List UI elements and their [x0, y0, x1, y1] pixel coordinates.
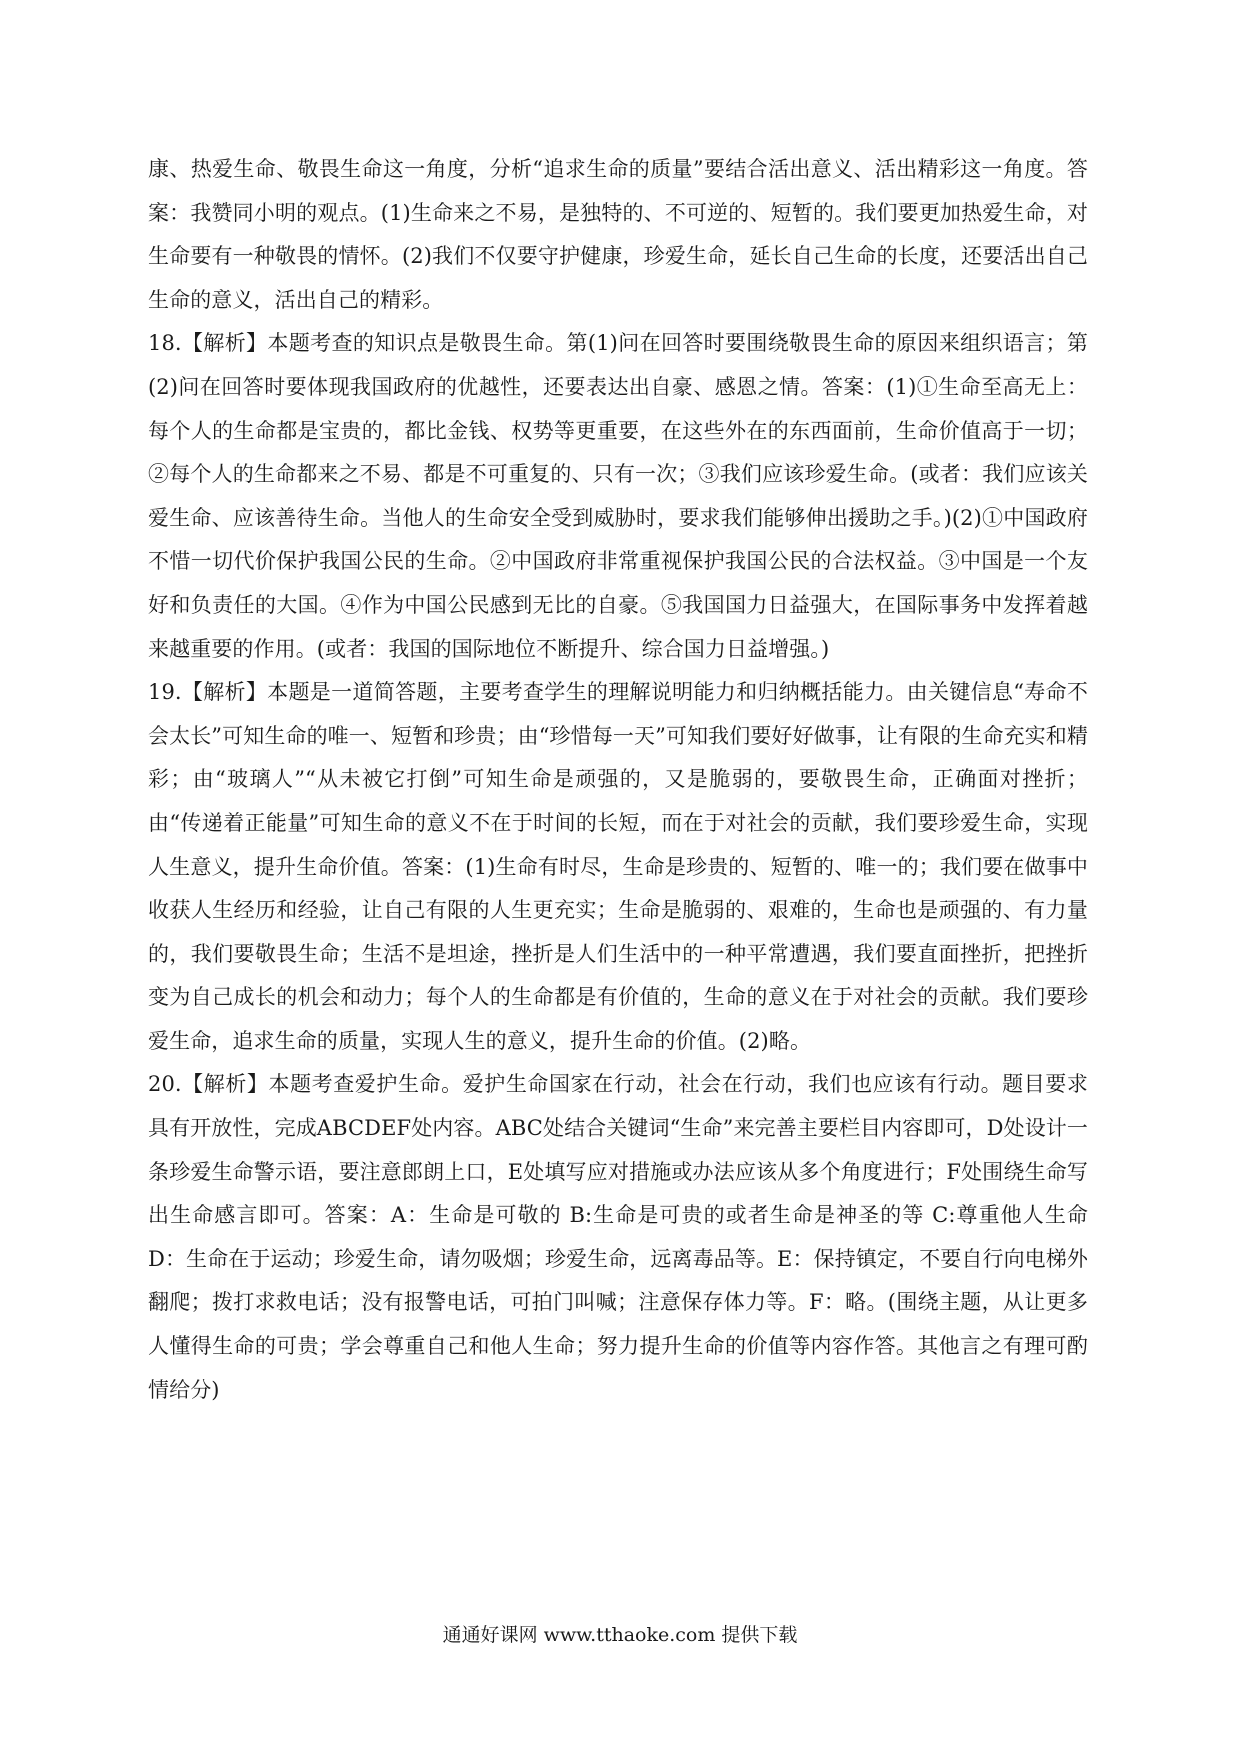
question-18-explanation: 18.【解析】本题考查的知识点是敬畏生命。第(1)问在回答时要围绕敬畏生命的原因来组织语言；第(2)问在回答时要体现我国政府的优越性，还要表达出自豪、感恩之情。答案：(1)①生命至高无上：每个人的生命都是宝贵的，都比金钱、权势等更重要，在这些外在的东西面前，生命价值高于一切；②每个人的生命都来之不易、都是不可重复的、只有一次；③我们应该珍爱生命。(或者：我们应该关爱生命、应该善待生命。当他人的生命安全受到威胁时，要求我们能够伸出援助之手。)(2)①中国政府不惜一切代价保护我国公民的生命。②中国政府非常重视保护我国公民的合法权益。③中国是一个友好和负责任的大国。④作为中国公民感到无比的自豪。⑤我国国力日益强大，在国际事务中发挥着越来越重要的作用。(或者：我国的国际地位不断提升、综合国力日益增强。)	[148, 331, 1088, 661]
answer-continuation-paragraph: 康、热爱生命、敬畏生命这一角度，分析“追求生命的质量”要结合活出意义、活出精彩这一角度。答案：我赞同小明的观点。(1)生命来之不易，是独特的、不可逆的、短暂的。我们要更加热爱生命，对生命要有一种敬畏的情怀。(2)我们不仅要守护健康，珍爱生命，延长自己生命的长度，还要活出自己生命的意义，活出自己的精彩。	[148, 157, 1088, 312]
question-19-explanation: 19.【解析】本题是一道简答题，主要考查学生的理解说明能力和归纳概括能力。由关键信息“寿命不会太长”可知生命的唯一、短暂和珍贵；由“珍惜每一天”可知我们要好好做事，让有限的生命充实和精彩；由“玻璃人”“从未被它打倒”可知生命是顽强的，又是脆弱的，要敬畏生命，正确面对挫折；由“传递着正能量”可知生命的意义不在于时间的长短，而在于对社会的贡献，我们要珍爱生命，实现人生意义，提升生命价值。答案：(1)生命有时尽，生命是珍贵的、短暂的、唯一的；我们要在做事中收获人生经历和经验，让自己有限的人生更充实；生命是脆弱的、艰难的，生命也是顽强的、有力量的，我们要敬畏生命；生活不是坦途，挫折是人们生活中的一种平常遭遇，我们要直面挫折，把挫折变为自己成长的机会和动力；每个人的生命都是有价值的，生命的意义在于对社会的贡献。我们要珍爱生命，追求生命的质量，实现人生的意义，提升生命的价值。(2)略。	[148, 680, 1088, 1053]
question-20-explanation: 20.【解析】本题考查爱护生命。爱护生命国家在行动，社会在行动，我们也应该有行动。题目要求具有开放性，完成ABCDEF处内容。ABC处结合关键词“生命”来完善主要栏目内容即可，D处设计一条珍爱生命警示语，要注意郎朗上口，E处填写应对措施或办法应该从多个角度进行；F处围绕生命写出生命感言即可。答案：A：生命是可敬的 B:生命是可贵的或者生命是神圣的等 C:尊重他人生命 D：生命在于运动；珍爱生命，请勿吸烟；珍爱生命，远离毒品等。E：保持镇定，不要自行向电梯外翻爬；拨打求救电话；没有报警电话，可拍门叫喊；注意保存体力等。F：略。(围绕主题，从让更多人懂得生命的可贵；学会尊重自己和他人生命；努力提升生命的价值等内容作答。其他言之有理可酌情给分)	[148, 1072, 1088, 1402]
document-body	[148, 148, 1088, 1412]
page-footer: 通通好课网 www.tthaoke.com 提供下载	[442, 1624, 798, 1646]
